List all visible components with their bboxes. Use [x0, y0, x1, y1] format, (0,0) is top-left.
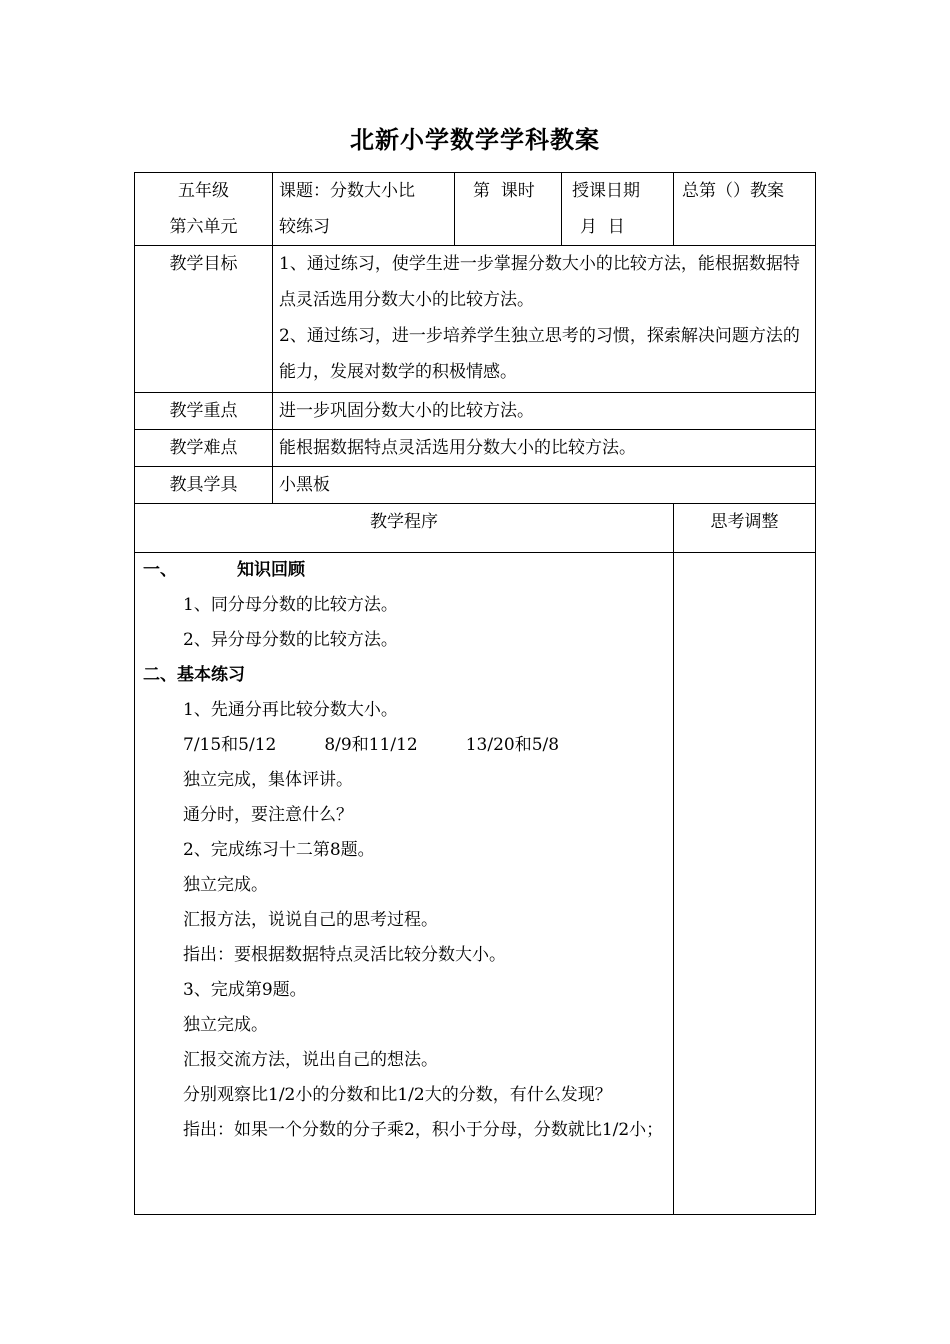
section-1-heading: [143, 553, 665, 588]
difficulty-row: [135, 430, 816, 467]
tools-text: 小黑板: [273, 467, 816, 504]
key-point-label: 教学重点: [135, 393, 273, 430]
procedure-line-8: 独立完成。: [183, 1015, 268, 1035]
key-point-row: [135, 393, 816, 430]
header-row: [135, 173, 816, 246]
procedure-line-11: 指出：如果一个分数的分子乘2，积小于分母，分数就比1/2小；: [183, 1120, 664, 1140]
key-point-text: 进一步巩固分数大小的比较方法。: [273, 393, 816, 430]
section-2-heading: 二、基本练习: [143, 665, 245, 685]
total-count: 总第（）教案: [682, 181, 784, 201]
procedure-header-row: [135, 504, 816, 553]
goal-label: 教学目标: [135, 246, 273, 393]
goal-text-cell: [273, 246, 816, 393]
topic-line-1: 课题：分数大小比: [279, 181, 415, 201]
procedure-line-3: 2、完成练习十二第8题。: [183, 840, 375, 860]
procedure-line-5: 汇报方法，说说自己的思考过程。: [183, 910, 438, 930]
goal-2: 2、通过练习，进一步培养学生独立思考的习惯，探索解决问题方法的能力，发展对数学的积极情感。: [279, 326, 800, 382]
lesson-plan-table: [134, 172, 816, 1215]
topic-line-2: 较练习: [279, 217, 330, 237]
difficulty-label: 教学难点: [135, 430, 273, 467]
practice-item-1: 1、先通分再比较分数大小。: [183, 700, 398, 720]
section-1-title: 知识回顾: [237, 560, 305, 580]
unit: 第六单元: [169, 217, 238, 237]
reflection-label: 思考调整: [674, 504, 816, 553]
fraction-pair-2: 8/9和11/12: [324, 735, 418, 755]
date-cell: [562, 173, 674, 246]
difficulty-text: 能根据数据特点灵活选用分数大小的比较方法。: [273, 430, 816, 467]
procedure-line-7: 3、完成第9题。: [183, 980, 307, 1000]
goal-1: 1、通过练习，使学生进一步掌握分数大小的比较方法，能根据数据特点灵活选用分数大小的比较方法。: [279, 254, 800, 310]
procedure-line-10: 分别观察比1/2小的分数和比1/2大的分数，有什么发现？: [183, 1085, 612, 1105]
procedure-line-2: 通分时，要注意什么？: [183, 805, 353, 825]
topic-cell: [273, 173, 455, 246]
date-value: 月 日: [580, 217, 625, 237]
grade-unit-cell: [135, 173, 273, 246]
review-item-1: 1、同分母分数的比较方法。: [183, 595, 398, 615]
fraction-pair-1: 7/15和5/12: [183, 735, 277, 755]
period: 第 课时: [473, 181, 535, 201]
tools-row: [135, 467, 816, 504]
procedure-line-9: 汇报交流方法，说出自己的想法。: [183, 1050, 438, 1070]
procedure-line-1: 独立完成，集体评讲。: [183, 770, 353, 790]
review-item-2: 2、异分母分数的比较方法。: [183, 630, 398, 650]
procedure-label: 教学程序: [135, 504, 674, 553]
page-title: 北新小学数学学科教案: [350, 125, 600, 154]
date-label: 授课日期: [572, 181, 640, 201]
fraction-pairs: [143, 728, 665, 763]
procedure-line-4: 独立完成。: [183, 875, 268, 895]
fraction-pair-3: 13/20和5/8: [465, 735, 560, 755]
procedure-body-row: [135, 553, 816, 1215]
section-1-number: 一、: [143, 560, 177, 580]
procedure-content: [135, 553, 674, 1215]
period-cell: [455, 173, 562, 246]
reflection-content: [674, 553, 816, 1215]
procedure-line-6: 指出：要根据数据特点灵活比较分数大小。: [183, 945, 506, 965]
goal-row: [135, 246, 816, 393]
tools-label: 教具学具: [135, 467, 273, 504]
total-cell: [674, 173, 816, 246]
grade: 五年级: [178, 181, 229, 201]
